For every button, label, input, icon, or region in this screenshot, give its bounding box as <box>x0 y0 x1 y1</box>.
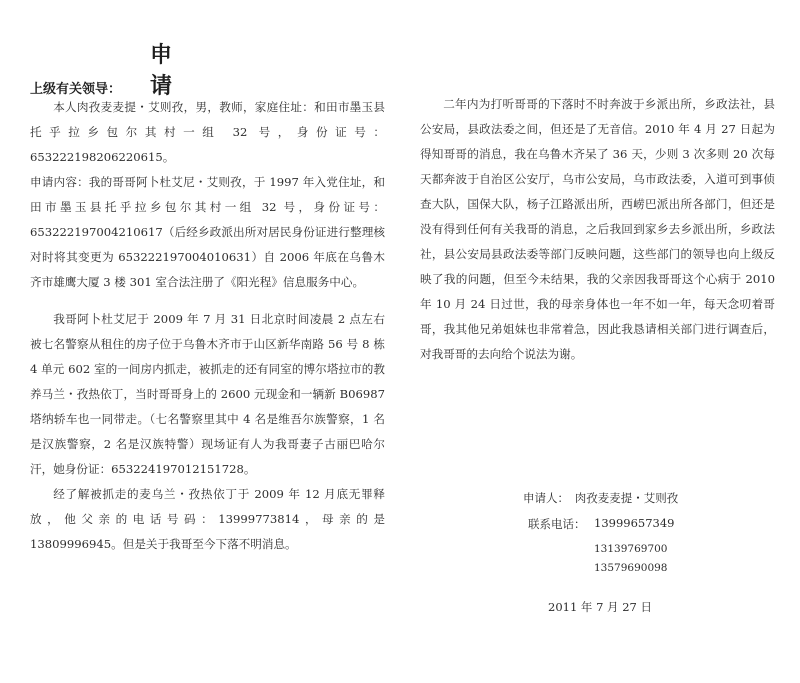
phone-number-2: 13139769700 <box>594 543 668 555</box>
signature-date: 2011 年 7 月 27 日 <box>548 600 652 614</box>
phone-number-1: 13999657349 <box>594 516 675 530</box>
phone-number-3: 13579690098 <box>594 562 668 574</box>
paragraph-personal-info: 本人肉孜麦麦提・艾则孜，男，教师，家庭住址：和田市墨玉县托乎拉乡包尔其村一组 32 号，身份证号：653222198206220615。 <box>30 100 385 164</box>
paragraph-incident: 我哥阿卜杜艾尼于 2009 年 7 月 31 日北京时间凌晨 2 点左右被七名警察从租住的房子位于乌鲁木齐市于山区新华南路 56 号 8 栋 4 单元 602 室的一间房内抓走，被抓走的还有同室的博尔塔拉市的教养马兰・孜热依丁，当时哥哥身上的 2600 元现金和一辆新 B06987 塔纳轿车也一同带走。（七名警察里其中 4 名是维吾尔族警察，1 名是汉族警察，2 名是汉族特警）现场证有人为我哥妻子古丽巴哈尔汗，她身份证：653224197012151728。 <box>30 312 385 476</box>
phone-label: 联系电话： <box>528 517 586 531</box>
document-title: 申 请 <box>150 42 263 99</box>
right-column <box>420 92 775 367</box>
paragraph-release-info: 经了解被抓走的麦乌兰・孜热依丁于 2009 年 12 月底无罪释放，他父亲的电话号码：13999773814，母亲的是 13809996945。但是关于我哥至今下落不明消息。 <box>30 487 385 551</box>
paragraph-search-efforts: 二年内为打听哥哥的下落时不时奔波于乡派出所，乡政法社，县公安局，县政法委之间，但还是了无音信。2010 年 4 月 27 日起为得知哥哥的消息，我在乌鲁木齐呆了 36 天，少则 3 次多则 20 次每天都奔波于自治区公安厅，乌市公安局，乌市政法委，入道可到事侦查大队，国保大队，杨子江路派出所，西崂巴派出所各部门，但还是没有得到任何有关我哥的消息，之后我回到家乡去乡派出所，乡政法社，县公安局县政法委等部门反映问题，这些部门的领导也向上级反映了我的问题，但至今未结果，我的父亲因我哥哥这个心病于 2010 年 10 月 24 日过世，我的母亲身体也一年不如一年，每天念叨着哥哥，我其他兄弟姐妹也非常着急，因此我恳请相关部门进行调查后，对我哥哥的去向给个说法为谢。 <box>420 97 775 361</box>
paragraph-application-content: 申请内容：我的哥哥阿卜杜艾尼・艾则孜，于 1997 年入党住址，和田市墨玉县托乎拉乡包尔其村一组 32 号，身份证号：653222197004210617（后经乡政派出所对居民身份证进行整理核对时将其变更为 653222197004010631）自 2006 年底在乌鲁木齐市雄鹰大厦 3 楼 301 室合法注册了《阳光程》信息服务中心。 <box>30 175 385 289</box>
salutation: 上级有关领导： <box>30 82 122 97</box>
left-column <box>30 95 385 557</box>
applicant-signature: 申请人： 肉孜麦麦提・艾则孜 <box>523 491 679 505</box>
